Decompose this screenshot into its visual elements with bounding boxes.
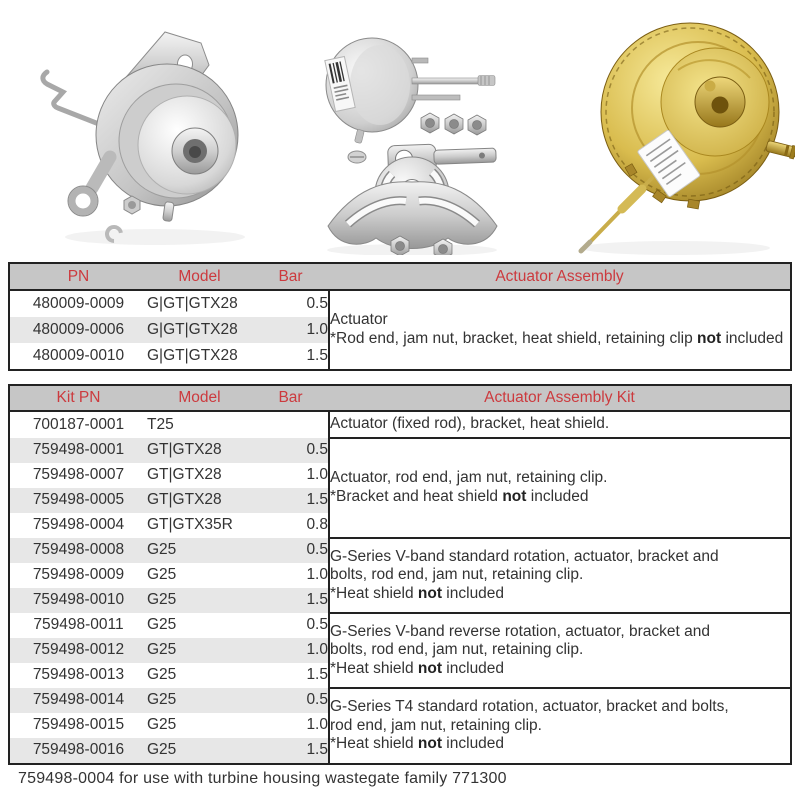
pn-cell: 759498-0009	[32, 566, 125, 584]
description-line: G-Series T4 standard rotation, actuator, bracket and bolts,	[330, 698, 729, 716]
bar-cell: 0.5	[252, 438, 329, 463]
actuator-kit-illustration	[300, 20, 515, 255]
model-cell: G25	[147, 638, 252, 663]
model-cell: G25	[147, 588, 252, 613]
description-line: Actuator (fixed rod), bracket, heat shield.	[330, 415, 610, 433]
model-cell: GT|GTX28	[147, 438, 252, 463]
description-line: bolts, rod end, jam nut, retaining clip.	[330, 566, 584, 584]
col-header-kit-pn: Kit PN	[9, 385, 147, 411]
description-cell	[329, 411, 791, 438]
col-header-bar: Bar	[252, 263, 329, 290]
bar-cell: 0.8	[306, 516, 328, 534]
pn-cell: 759498-0001	[9, 438, 147, 463]
col-header-description: Actuator Assembly Kit	[329, 385, 791, 411]
description-note: *Rod end, jam nut, bracket, heat shield, retaining clip not included	[330, 330, 784, 347]
description-cell	[329, 613, 791, 688]
table-row	[9, 688, 791, 713]
bar-cell: 1.0	[306, 466, 328, 484]
pn-cell: 759498-0011	[33, 616, 124, 634]
model-cell: G|GT|GTX28	[147, 294, 238, 312]
bar-cell: 1.5	[252, 738, 329, 764]
pn-cell: 759498-0005	[9, 488, 147, 513]
model-cell: G25	[147, 716, 177, 734]
col-header-model: Model	[147, 385, 252, 411]
table-header-row	[9, 385, 791, 411]
pn-cell: 759498-0004	[32, 516, 125, 534]
table-row	[9, 290, 791, 317]
actuator-assembly-kit-table	[8, 384, 792, 765]
description-cell	[329, 290, 791, 370]
description-cell	[329, 438, 791, 538]
product-image-gold-actuator	[560, 8, 795, 258]
description-line: Actuator, rod end, jam nut, retaining clip.	[330, 469, 608, 487]
bar-cell: 0.5	[252, 688, 329, 713]
actuator-assembly-kit-table-body	[9, 411, 791, 764]
description-note: *Heat shield not included	[330, 659, 505, 677]
description-line: G-Series V-band reverse rotation, actuator, bracket and	[330, 622, 710, 640]
silver-actuator-illustration	[15, 5, 285, 255]
bar-cell: 1.5	[306, 346, 328, 364]
model-cell: G|GT|GTX28	[147, 346, 238, 364]
model-cell: G25	[147, 738, 252, 764]
col-header-pn: PN	[9, 263, 147, 290]
pn-cell: 759498-0016	[9, 738, 147, 764]
bar-cell: 1.0	[306, 566, 328, 584]
description-note: *Bracket and heat shield not included	[330, 488, 589, 505]
table-header-row	[9, 263, 791, 290]
footer-note: 759498-0004 for use with turbine housing wastegate family 771300	[18, 770, 507, 787]
pn-cell: 700187-0001	[32, 415, 125, 433]
pn-cell: 759498-0008	[9, 538, 147, 563]
description-cell	[329, 538, 791, 613]
bar-cell	[252, 411, 329, 438]
actuator-assembly-table	[8, 262, 792, 371]
col-header-description: Actuator Assembly	[329, 263, 791, 290]
table-row	[9, 438, 791, 463]
description-note: *Heat shield not included	[330, 584, 505, 602]
model-cell: G25	[147, 666, 177, 684]
model-cell: T25	[147, 415, 174, 433]
model-cell: G25	[147, 616, 177, 634]
pn-cell: 480009-0009	[32, 294, 125, 312]
bar-cell: 0.5	[252, 538, 329, 563]
model-cell: G25	[147, 566, 177, 584]
model-cell: GT|GTX35R	[147, 516, 233, 534]
actuator-assembly-table-body	[9, 290, 791, 370]
col-header-bar: Bar	[252, 385, 329, 411]
model-cell: GT|GTX28	[147, 488, 252, 513]
description-cell	[329, 688, 791, 764]
bar-cell: 1.0	[252, 638, 329, 663]
pn-cell: 759498-0010	[9, 588, 147, 613]
col-header-model: Model	[147, 263, 252, 290]
pn-cell: 759498-0007	[32, 466, 125, 484]
product-image-silver-actuator	[15, 5, 285, 255]
model-cell: G25	[147, 688, 252, 713]
description-line: bolts, rod end, jam nut, retaining clip.	[330, 641, 584, 659]
pn-cell: 759498-0012	[9, 638, 147, 663]
description-line: G-Series V-band standard rotation, actuator, bracket and	[330, 547, 719, 565]
product-image-actuator-kit	[300, 20, 515, 255]
bar-cell: 1.5	[252, 488, 329, 513]
description-note: *Heat shield not included	[330, 735, 505, 753]
table-row	[9, 538, 791, 563]
model-cell: G|GT|GTX28	[147, 317, 252, 343]
table-row	[9, 411, 791, 438]
pn-cell: 759498-0014	[9, 688, 147, 713]
pn-cell: 759498-0015	[32, 716, 125, 734]
pn-cell: 480009-0006	[9, 317, 147, 343]
bar-cell: 1.5	[252, 588, 329, 613]
bar-cell: 1.5	[306, 666, 328, 684]
description-line: Actuator	[330, 311, 388, 329]
pn-cell: 480009-0010	[32, 346, 125, 364]
gold-actuator-illustration	[560, 8, 795, 258]
description-line: rod end, jam nut, retaining clip.	[330, 716, 542, 734]
bar-cell: 1.0	[252, 317, 329, 343]
bar-cell: 1.0	[306, 716, 328, 734]
table-row	[9, 613, 791, 638]
pn-cell: 759498-0013	[32, 666, 125, 684]
model-cell: G25	[147, 538, 252, 563]
bar-cell: 0.5	[306, 616, 328, 634]
bar-cell: 0.5	[306, 294, 328, 312]
model-cell: GT|GTX28	[147, 466, 222, 484]
